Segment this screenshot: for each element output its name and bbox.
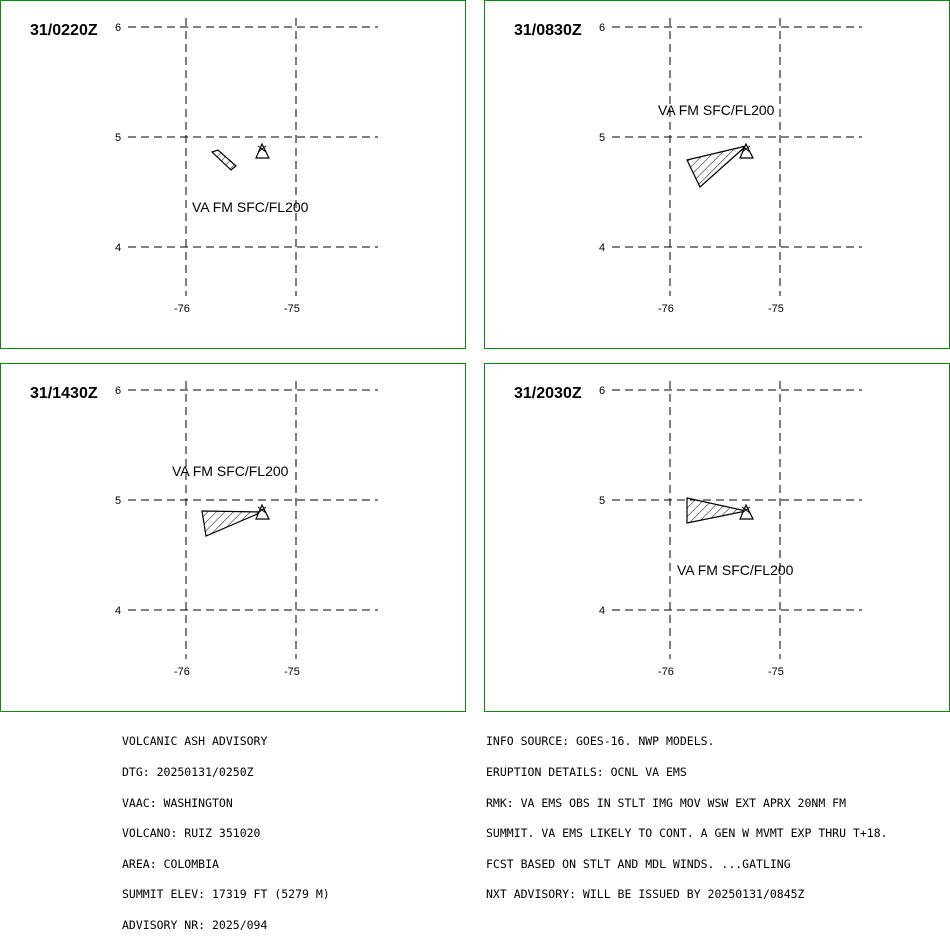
advisory-line: INFO SOURCE: GOES-16. NWP MODELS. xyxy=(486,734,715,749)
lon-label-76: -76 xyxy=(658,303,674,315)
advisory-line: VOLCANO: RUIZ 351020 xyxy=(122,826,261,841)
lat-label-6: 6 xyxy=(115,385,122,397)
lon-label-76: -76 xyxy=(174,666,190,678)
valid-time-label: 31/0220Z xyxy=(30,22,98,39)
lat-label-4: 4 xyxy=(115,242,122,254)
lon-label-75: -75 xyxy=(768,303,784,315)
panel-border xyxy=(1,1,466,349)
ash-cloud-polygon xyxy=(687,146,746,187)
lat-label-4: 4 xyxy=(599,242,606,254)
lat-label-5: 5 xyxy=(115,132,122,144)
valid-time-label: 31/0830Z xyxy=(514,22,582,39)
ash-cloud-polygon xyxy=(202,511,262,536)
lat-label-4: 4 xyxy=(115,605,122,617)
advisory-line: VOLCANIC ASH ADVISORY xyxy=(122,734,268,749)
advisory-line: DTG: 20250131/0250Z xyxy=(122,765,254,780)
valid-time-label: 31/2030Z xyxy=(514,385,582,402)
panel-border xyxy=(1,364,466,712)
advisory-line: NXT ADVISORY: WILL BE ISSUED BY 20250131/0845Z xyxy=(486,887,805,902)
advisory-line: VAAC: WASHINGTON xyxy=(122,795,233,810)
va-level-label: VA FM SFC/FL200 xyxy=(677,562,794,578)
advisory-header-block xyxy=(122,716,330,940)
va-level-label: VA FM SFC/FL200 xyxy=(172,463,289,479)
advisory-line: SUMMIT ELEV: 17319 FT (5279 M) xyxy=(122,887,330,902)
panel-border xyxy=(485,364,950,712)
lat-label-6: 6 xyxy=(599,385,606,397)
lon-gridlines xyxy=(186,18,296,296)
advisory-line: SUMMIT. VA EMS LIKELY TO CONT. A GEN W MVMT EXP THRU T+18. xyxy=(486,826,888,841)
va-level-label: VA FM SFC/FL200 xyxy=(192,199,309,215)
panel-border xyxy=(485,1,950,349)
lon-label-76: -76 xyxy=(658,666,674,678)
lat-label-4: 4 xyxy=(599,605,606,617)
advisory-line: ERUPTION DETAILS: OCNL VA EMS xyxy=(486,765,687,780)
lon-label-75: -75 xyxy=(284,666,300,678)
advisory-details-block xyxy=(486,716,888,910)
lat-label-5: 5 xyxy=(599,495,606,507)
lat-label-6: 6 xyxy=(115,22,122,34)
map-panel-1 xyxy=(0,0,466,349)
valid-time-label: 31/1430Z xyxy=(30,385,98,402)
lat-label-5: 5 xyxy=(599,132,606,144)
advisory-line: RMK: VA EMS OBS IN STLT IMG MOV WSW EXT APRX 20NM FM xyxy=(486,795,847,810)
advisory-line: ADVISORY NR: 2025/094 xyxy=(122,918,268,933)
ash-cloud-polygon xyxy=(212,150,236,170)
map-panel-3 xyxy=(0,363,466,712)
ash-cloud-polygon xyxy=(687,498,746,523)
lat-gridlines xyxy=(128,390,378,610)
advisory-line: FCST BASED ON STLT AND MDL WINDS. ...GATLING xyxy=(486,856,791,871)
lon-label-75: -75 xyxy=(768,666,784,678)
lat-label-6: 6 xyxy=(599,22,606,34)
map-panel-2 xyxy=(484,0,950,349)
lat-gridlines xyxy=(612,27,862,247)
advisory-line: AREA: COLOMBIA xyxy=(122,856,219,871)
lon-label-75: -75 xyxy=(284,303,300,315)
lat-label-5: 5 xyxy=(115,495,122,507)
lon-label-76: -76 xyxy=(174,303,190,315)
va-level-label: VA FM SFC/FL200 xyxy=(658,102,775,118)
map-panel-4 xyxy=(484,363,950,712)
